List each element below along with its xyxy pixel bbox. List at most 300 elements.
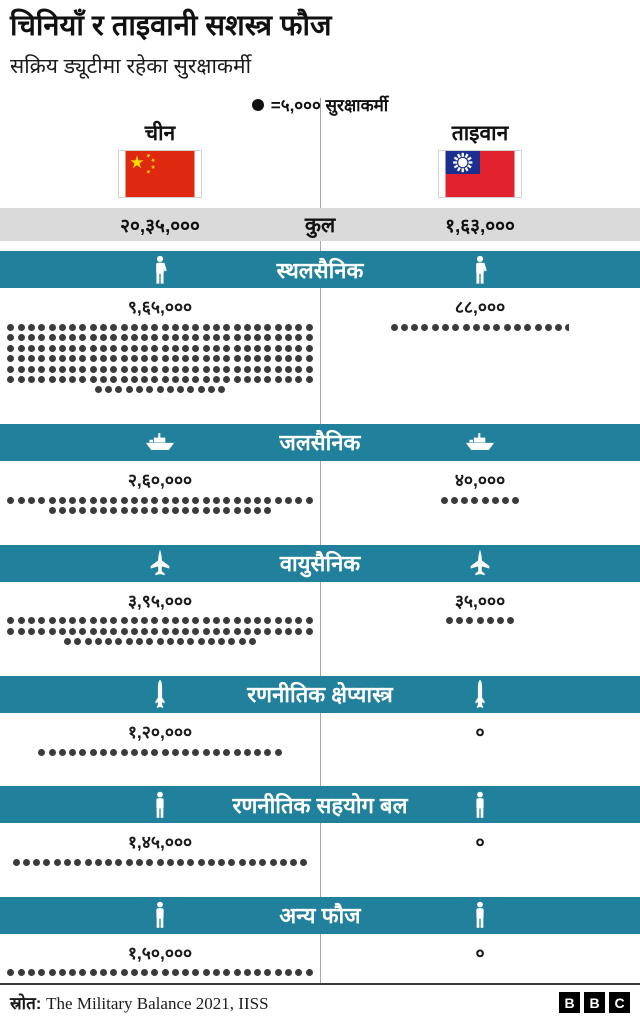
unit-dot	[254, 969, 261, 976]
unit-dot	[502, 497, 509, 504]
unit-dot	[285, 497, 292, 504]
unit-dot	[223, 617, 230, 624]
unit-dot	[234, 617, 241, 624]
unit-dot	[306, 969, 313, 976]
unit-dot	[69, 334, 76, 341]
unit-dot	[270, 859, 277, 866]
unit-dot	[110, 497, 117, 504]
unit-dot	[74, 859, 81, 866]
unit-dot	[74, 638, 81, 645]
total-label: कुल	[304, 213, 336, 237]
unit-dot	[100, 507, 107, 514]
person-icon	[152, 791, 168, 819]
unit-dot	[504, 324, 511, 331]
unit-dot	[306, 345, 313, 352]
unit-dot	[280, 859, 287, 866]
unit-dot	[49, 345, 56, 352]
section-values	[0, 720, 640, 744]
unit-dot	[33, 859, 40, 866]
section-pictogram	[0, 322, 640, 395]
column-header-china: चीन	[144, 122, 176, 146]
section-band	[0, 897, 640, 934]
section-pictogram	[0, 747, 640, 757]
unit-dot	[38, 345, 45, 352]
jet-icon	[469, 549, 491, 577]
unit-dot	[244, 969, 251, 976]
unit-dot	[275, 376, 282, 383]
unit-dot	[295, 376, 302, 383]
section-6	[0, 897, 640, 978]
unit-dot	[223, 324, 230, 331]
unit-dot	[28, 366, 35, 373]
unit-dot	[213, 355, 220, 362]
unit-dot	[187, 386, 194, 393]
unit-dot	[545, 324, 552, 331]
unit-dot	[7, 969, 14, 976]
unit-dot	[85, 859, 92, 866]
bbc-logo-letter: B	[559, 992, 580, 1013]
unit-dot	[471, 497, 478, 504]
unit-dot	[487, 617, 494, 624]
unit-dot	[244, 334, 251, 341]
unit-dot	[182, 969, 189, 976]
unit-dot	[223, 507, 230, 514]
unit-dot	[223, 366, 230, 373]
unit-dot	[285, 355, 292, 362]
unit-dot	[28, 324, 35, 331]
unit-dot	[136, 638, 143, 645]
unit-dot	[100, 497, 107, 504]
section-pictogram	[0, 857, 640, 867]
unit-dot	[7, 628, 14, 635]
taiwan-dots	[322, 616, 638, 626]
section-pictogram	[0, 616, 640, 647]
unit-dot	[264, 969, 271, 976]
unit-dot	[203, 345, 210, 352]
unit-dot	[151, 324, 158, 331]
unit-dot	[136, 859, 143, 866]
unit-dot	[121, 749, 128, 756]
unit-dot	[203, 507, 210, 514]
unit-dot	[234, 334, 241, 341]
unit-dot	[69, 507, 76, 514]
unit-dot	[151, 507, 158, 514]
section-values	[0, 589, 640, 613]
unit-dot	[59, 355, 66, 362]
taiwan-value: ०	[475, 721, 485, 742]
unit-dot	[28, 628, 35, 635]
taiwan-value: ४०,०००	[454, 469, 506, 490]
china-dots	[2, 322, 318, 395]
taiwan-value: ८८,०००	[454, 297, 506, 318]
unit-dot	[213, 507, 220, 514]
unit-dot	[244, 355, 251, 362]
unit-dot	[275, 345, 282, 352]
partial-unit-dot	[565, 324, 569, 331]
unit-dot	[131, 749, 138, 756]
unit-dot	[442, 324, 449, 331]
unit-dot	[456, 617, 463, 624]
section-band	[0, 676, 640, 713]
unit-dot	[295, 617, 302, 624]
unit-dot	[507, 617, 514, 624]
unit-dot	[275, 324, 282, 331]
unit-dot	[59, 334, 66, 341]
china-dots	[2, 616, 318, 647]
unit-dot	[285, 617, 292, 624]
unit-dot	[131, 345, 138, 352]
unit-dot	[115, 859, 122, 866]
unit-dot	[151, 366, 158, 373]
unit-dot	[79, 324, 86, 331]
unit-dot	[69, 628, 76, 635]
china-flag-cell	[0, 151, 320, 197]
unit-dot	[463, 324, 470, 331]
unit-dot	[213, 969, 220, 976]
unit-dot	[121, 345, 128, 352]
section-values	[0, 468, 640, 492]
section-label: रणनीतिक क्षेप्यास्त्र	[247, 682, 393, 708]
unit-dot	[492, 497, 499, 504]
unit-dot	[18, 376, 25, 383]
china-value: ३,९५,०००	[127, 590, 193, 611]
unit-dot	[192, 507, 199, 514]
unit-dot	[131, 366, 138, 373]
unit-dot	[18, 969, 25, 976]
section-4	[0, 676, 640, 757]
unit-dot	[477, 617, 484, 624]
unit-dot	[254, 376, 261, 383]
unit-dot	[54, 859, 61, 866]
unit-dot	[18, 366, 25, 373]
unit-dot	[461, 497, 468, 504]
unit-dot	[223, 376, 230, 383]
unit-dot	[146, 859, 153, 866]
unit-dot	[151, 355, 158, 362]
unit-dot	[239, 859, 246, 866]
unit-dot	[275, 617, 282, 624]
unit-dot	[213, 617, 220, 624]
unit-dot	[100, 749, 107, 756]
unit-dot	[223, 497, 230, 504]
unit-dot	[192, 749, 199, 756]
unit-dot	[131, 355, 138, 362]
unit-dot	[28, 376, 35, 383]
unit-dot	[95, 386, 102, 393]
unit-dot	[192, 334, 199, 341]
unit-dot	[172, 617, 179, 624]
unit-dot	[167, 859, 174, 866]
unit-dot	[213, 749, 220, 756]
person-icon	[472, 901, 488, 929]
ship-icon	[465, 432, 495, 452]
source-line	[10, 991, 269, 1014]
unit-dot	[90, 345, 97, 352]
unit-dot	[13, 859, 20, 866]
unit-dot	[244, 345, 251, 352]
china-value: १,५०,०००	[127, 942, 193, 963]
unit-dot	[69, 355, 76, 362]
unit-dot	[275, 366, 282, 373]
unit-dot	[141, 366, 148, 373]
unit-dot	[290, 859, 297, 866]
unit-dot	[285, 628, 292, 635]
bbc-logo-letter: C	[609, 992, 630, 1013]
unit-dot	[105, 386, 112, 393]
unit-dot	[254, 749, 261, 756]
column-header-taiwan: ताइवान	[451, 122, 509, 146]
unit-dot	[264, 324, 271, 331]
unit-dot	[254, 507, 261, 514]
unit-dot	[131, 617, 138, 624]
unit-dot	[295, 345, 302, 352]
unit-dot	[121, 334, 128, 341]
unit-dot	[473, 324, 480, 331]
unit-dot	[141, 334, 148, 341]
unit-dot	[43, 859, 50, 866]
unit-dot	[208, 386, 215, 393]
unit-dot	[38, 334, 45, 341]
unit-dot	[172, 334, 179, 341]
unit-dot	[295, 324, 302, 331]
unit-dot	[49, 617, 56, 624]
unit-dot	[59, 628, 66, 635]
unit-dot	[110, 324, 117, 331]
unit-dot	[244, 628, 251, 635]
china-value: ९,६५,०००	[127, 297, 193, 318]
unit-dot	[167, 638, 174, 645]
unit-dot	[234, 507, 241, 514]
unit-dot	[141, 345, 148, 352]
unit-dot	[115, 638, 122, 645]
unit-dot	[234, 376, 241, 383]
unit-dot	[136, 386, 143, 393]
unit-dot	[228, 859, 235, 866]
unit-dot	[38, 628, 45, 635]
unit-dot	[254, 497, 261, 504]
unit-dot	[131, 628, 138, 635]
china-value: १,२०,०००	[127, 721, 193, 742]
unit-dot	[441, 497, 448, 504]
unit-dot	[7, 366, 14, 373]
unit-dot	[223, 355, 230, 362]
missile-icon	[154, 680, 167, 709]
unit-dot	[38, 497, 45, 504]
unit-dot	[126, 859, 133, 866]
soldier-icon	[472, 255, 489, 284]
unit-dot	[306, 617, 313, 624]
column-headers	[0, 119, 640, 147]
unit-dot	[7, 324, 14, 331]
unit-dot	[421, 324, 428, 331]
unit-dot	[59, 507, 66, 514]
unit-dot	[18, 355, 25, 362]
source-prefix: स्रोत:	[10, 994, 42, 1013]
unit-dot	[151, 628, 158, 635]
unit-dot	[264, 376, 271, 383]
bbc-logo-letter: B	[584, 992, 605, 1013]
unit-dot	[264, 628, 271, 635]
unit-dot	[64, 638, 71, 645]
unit-dot	[182, 334, 189, 341]
unit-dot	[172, 497, 179, 504]
unit-dot	[264, 507, 271, 514]
china-value: १,४५,०००	[127, 832, 193, 853]
unit-dot	[254, 345, 261, 352]
unit-dot	[172, 376, 179, 383]
footer	[0, 983, 640, 1020]
unit-dot	[49, 376, 56, 383]
unit-dot	[121, 366, 128, 373]
unit-dot	[167, 386, 174, 393]
unit-dot	[192, 355, 199, 362]
unit-dot	[254, 355, 261, 362]
unit-dot	[146, 386, 153, 393]
unit-dot	[244, 507, 251, 514]
unit-dot	[69, 969, 76, 976]
unit-dot	[110, 749, 117, 756]
unit-dot	[228, 638, 235, 645]
unit-dot	[95, 638, 102, 645]
unit-dot	[90, 969, 97, 976]
unit-dot	[7, 376, 14, 383]
unit-dot	[446, 617, 453, 624]
unit-dot	[131, 969, 138, 976]
unit-dot	[192, 345, 199, 352]
flags-row	[0, 151, 640, 197]
unit-dot	[451, 497, 458, 504]
unit-dot	[79, 355, 86, 362]
unit-dot	[38, 324, 45, 331]
unit-dot	[110, 366, 117, 373]
source-text: The Military Balance 2021, IISS	[46, 994, 269, 1013]
unit-dot	[18, 497, 25, 504]
unit-dot	[90, 628, 97, 635]
unit-dot	[49, 324, 56, 331]
unit-dot	[264, 749, 271, 756]
unit-dot	[306, 366, 313, 373]
unit-dot	[121, 497, 128, 504]
total-value-china: २०,३५,०००	[120, 215, 200, 237]
unit-dot	[192, 376, 199, 383]
unit-dot	[105, 859, 112, 866]
section-band	[0, 786, 640, 823]
unit-dot	[203, 376, 210, 383]
unit-dot	[100, 324, 107, 331]
unit-dot	[146, 638, 153, 645]
section-pictogram	[0, 968, 640, 978]
unit-dot	[249, 638, 256, 645]
unit-dot	[121, 324, 128, 331]
unit-dot	[59, 617, 66, 624]
unit-dot	[295, 334, 302, 341]
unit-dot	[285, 376, 292, 383]
unit-dot	[192, 628, 199, 635]
unit-dot	[59, 749, 66, 756]
unit-dot	[187, 638, 194, 645]
unit-dot	[234, 497, 241, 504]
unit-dot	[172, 355, 179, 362]
china-flag	[119, 151, 201, 197]
unit-dot	[244, 366, 251, 373]
unit-dot	[131, 376, 138, 383]
unit-dot	[38, 366, 45, 373]
unit-dot	[192, 969, 199, 976]
unit-dot	[177, 859, 184, 866]
unit-dot	[151, 334, 158, 341]
unit-dot	[90, 355, 97, 362]
unit-dot	[182, 376, 189, 383]
unit-dot	[264, 617, 271, 624]
unit-dot	[162, 617, 169, 624]
unit-dot	[162, 507, 169, 514]
unit-dot	[295, 969, 302, 976]
unit-dot	[192, 366, 199, 373]
unit-dot	[79, 334, 86, 341]
unit-dot	[18, 324, 25, 331]
unit-dot	[69, 617, 76, 624]
unit-dot	[254, 628, 261, 635]
person-icon	[152, 901, 168, 929]
legend-label: =५,००० सुरक्षाकर्मी	[270, 96, 389, 116]
unit-dot	[234, 749, 241, 756]
unit-dot	[126, 386, 133, 393]
unit-dot	[100, 628, 107, 635]
unit-dot	[275, 355, 282, 362]
unit-dot	[105, 638, 112, 645]
unit-dot	[110, 345, 117, 352]
unit-dot	[177, 386, 184, 393]
unit-dot	[7, 355, 14, 362]
china-dots	[2, 495, 318, 516]
unit-dot	[162, 749, 169, 756]
unit-dot	[110, 355, 117, 362]
unit-dot	[218, 859, 225, 866]
unit-dot	[411, 324, 418, 331]
unit-dot	[264, 345, 271, 352]
unit-dot	[401, 324, 408, 331]
unit-dot	[208, 859, 215, 866]
unit-dot	[151, 345, 158, 352]
unit-dot	[203, 324, 210, 331]
unit-dot	[244, 749, 251, 756]
unit-dot	[182, 617, 189, 624]
unit-dot	[121, 628, 128, 635]
unit-dot	[306, 376, 313, 383]
unit-dot	[203, 628, 210, 635]
unit-dot	[218, 638, 225, 645]
soldier-icon	[152, 255, 169, 284]
unit-dot	[172, 345, 179, 352]
unit-dot	[110, 507, 117, 514]
unit-dot	[18, 345, 25, 352]
unit-dot	[157, 859, 164, 866]
unit-dot	[100, 969, 107, 976]
unit-dot	[131, 497, 138, 504]
unit-dot	[131, 334, 138, 341]
china-dots	[2, 747, 318, 757]
unit-dot	[59, 497, 66, 504]
section-values	[0, 830, 640, 854]
unit-dot	[69, 366, 76, 373]
unit-dot	[59, 366, 66, 373]
section-values	[0, 941, 640, 965]
unit-dot	[131, 507, 138, 514]
unit-dot	[7, 334, 14, 341]
unit-dot	[203, 355, 210, 362]
unit-dot	[187, 859, 194, 866]
unit-dot	[49, 355, 56, 362]
